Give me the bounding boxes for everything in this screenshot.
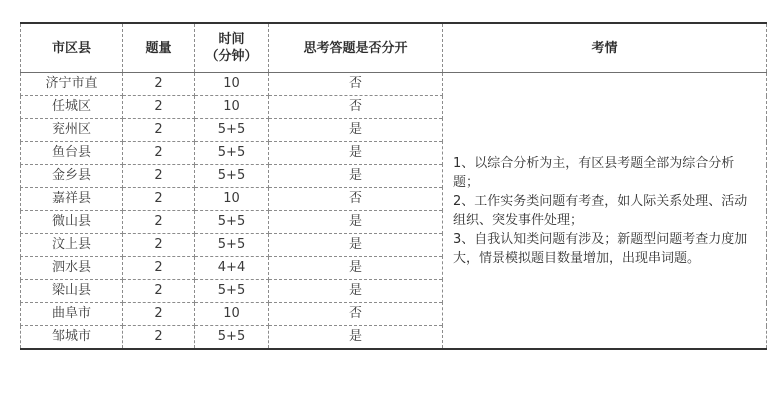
header-exam-notes: 考情 <box>443 23 767 73</box>
cell-district: 微山县 <box>21 211 123 234</box>
header-district: 市区县 <box>21 23 123 73</box>
cell-district: 邹城市 <box>21 326 123 350</box>
cell-question-count: 2 <box>123 303 195 326</box>
cell-time: 10 <box>195 73 269 96</box>
cell-question-count: 2 <box>123 165 195 188</box>
cell-question-count: 2 <box>123 73 195 96</box>
cell-question-count: 2 <box>123 234 195 257</box>
cell-district: 曲阜市 <box>21 303 123 326</box>
cell-time: 5+5 <box>195 280 269 303</box>
cell-question-count: 2 <box>123 188 195 211</box>
exam-note-2: 2、工作实务类问题有考查，如人际关系处理、活动组织、突发事件处理； <box>453 193 748 228</box>
cell-time: 5+5 <box>195 211 269 234</box>
cell-separate: 是 <box>269 211 443 234</box>
cell-separate: 否 <box>269 96 443 119</box>
cell-district: 金乡县 <box>21 165 123 188</box>
exam-summary-table <box>20 22 767 350</box>
cell-question-count: 2 <box>123 326 195 350</box>
cell-question-count: 2 <box>123 257 195 280</box>
cell-district: 兖州区 <box>21 119 123 142</box>
cell-question-count: 2 <box>123 119 195 142</box>
cell-question-count: 2 <box>123 142 195 165</box>
cell-district: 汶上县 <box>21 234 123 257</box>
cell-time: 5+5 <box>195 234 269 257</box>
header-question-count: 题量 <box>123 23 195 73</box>
cell-separate: 是 <box>269 119 443 142</box>
cell-question-count: 2 <box>123 280 195 303</box>
cell-district: 济宁市直 <box>21 73 123 96</box>
cell-district: 嘉祥县 <box>21 188 123 211</box>
cell-district: 任城区 <box>21 96 123 119</box>
cell-separate: 否 <box>269 188 443 211</box>
cell-time: 5+5 <box>195 165 269 188</box>
cell-question-count: 2 <box>123 96 195 119</box>
cell-time: 5+5 <box>195 326 269 350</box>
cell-time: 10 <box>195 303 269 326</box>
cell-district: 泗水县 <box>21 257 123 280</box>
cell-separate: 否 <box>269 73 443 96</box>
cell-separate: 是 <box>269 280 443 303</box>
cell-time: 5+5 <box>195 119 269 142</box>
exam-summary-sheet <box>20 22 766 350</box>
table-row <box>21 73 767 96</box>
table-header-row <box>21 23 767 73</box>
exam-note-3: 3、自我认知类问题有涉及；新题型问题考查力度加大，情景模拟题目数量增加，出现串词题。 <box>453 231 748 266</box>
cell-question-count: 2 <box>123 211 195 234</box>
cell-time: 5+5 <box>195 142 269 165</box>
header-separate-thinking: 思考答题是否分开 <box>269 23 443 73</box>
cell-separate: 是 <box>269 326 443 350</box>
exam-notes-cell <box>443 73 767 350</box>
cell-district: 梁山县 <box>21 280 123 303</box>
cell-separate: 否 <box>269 303 443 326</box>
exam-note-1: 1、以综合分析为主，有区县考题全部为综合分析题； <box>453 155 735 190</box>
cell-time: 10 <box>195 96 269 119</box>
header-time: 时间 （分钟） <box>195 23 269 73</box>
cell-time: 10 <box>195 188 269 211</box>
cell-separate: 是 <box>269 165 443 188</box>
cell-separate: 是 <box>269 142 443 165</box>
cell-separate: 是 <box>269 257 443 280</box>
cell-separate: 是 <box>269 234 443 257</box>
cell-time: 4+4 <box>195 257 269 280</box>
cell-district: 鱼台县 <box>21 142 123 165</box>
